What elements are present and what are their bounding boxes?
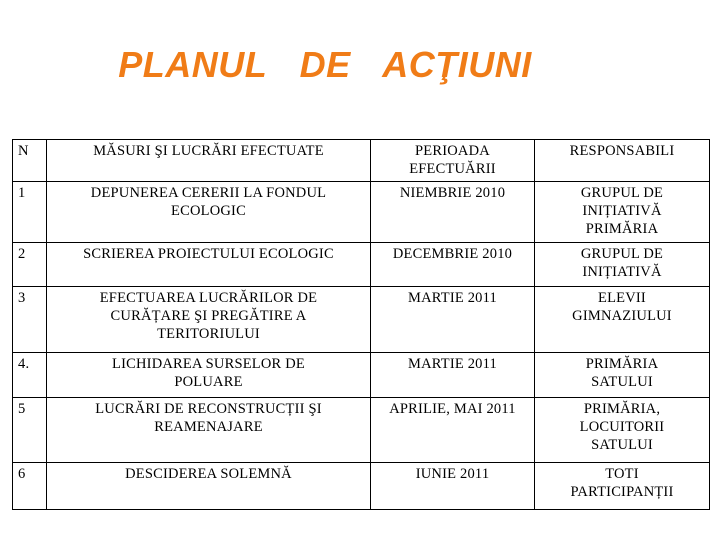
row-number: 3 [13,287,47,353]
row-period: MARTIE 2011 [371,287,535,353]
row-number: 6 [13,463,47,510]
row-responsible: GRUPUL DE INIȚIATIVĂ [535,243,710,287]
table-row [13,182,710,243]
row-period: NIEMBRIE 2010 [371,182,535,243]
row-measure: DESCIDEREA SOLEMNĂ [47,463,371,510]
row-measure: SCRIEREA PROIECTULUI ECOLOGIC [47,243,371,287]
row-number: 1 [13,182,47,243]
page-title: PLANUL DE ACŢIUNI [118,44,532,85]
row-period: MARTIE 2011 [371,353,535,398]
row-number: 5 [13,398,47,463]
header-responsible: RESPONSABILI [535,140,710,182]
row-measure: LUCRĂRI DE RECONSTRUCȚII ŞI REAMENAJARE [47,398,371,463]
row-responsible: TOTI PARTICIPANȚII [535,463,710,510]
row-period: IUNIE 2011 [371,463,535,510]
row-measure: LICHIDAREA SURSELOR DE POLUARE [47,353,371,398]
action-plan-table [12,139,710,510]
row-responsible: PRIMĂRIA, LOCUITORII SATULUI [535,398,710,463]
row-number: 4. [13,353,47,398]
row-responsible: GRUPUL DE INIȚIATIVĂ PRIMĂRIA [535,182,710,243]
table-header-row [13,140,710,182]
header-number: N [13,140,47,182]
table-row [13,287,710,353]
row-responsible: PRIMĂRIA SATULUI [535,353,710,398]
row-measure: DEPUNEREA CERERII LA FONDUL ECOLOGIC [47,182,371,243]
row-period: DECEMBRIE 2010 [371,243,535,287]
table-row [13,243,710,287]
row-period: APRILIE, MAI 2011 [371,398,535,463]
table-row [13,353,710,398]
header-period: PERIOADA EFECTUĂRII [371,140,535,182]
table-row [13,463,710,510]
row-number: 2 [13,243,47,287]
table-row [13,398,710,463]
row-responsible: ELEVII GIMNAZIULUI [535,287,710,353]
header-measures: MĂSURI ŞI LUCRĂRI EFECTUATE [47,140,371,182]
row-measure: EFECTUAREA LUCRĂRILOR DE CURĂȚARE ŞI PREGĂTIRE A TERITORIULUI [47,287,371,353]
